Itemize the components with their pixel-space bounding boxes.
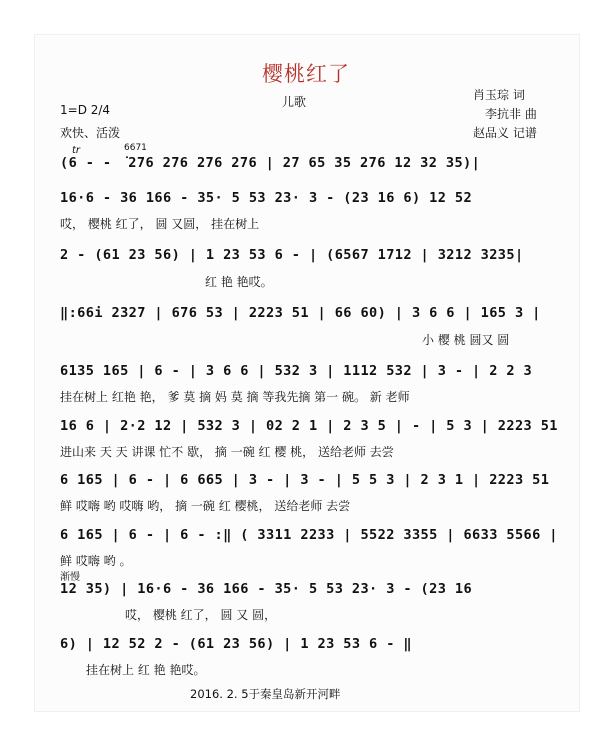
song-title: 樱桃红了 (262, 62, 350, 86)
lyric-line-2: 红 艳 艳哎。 (205, 275, 273, 289)
staff-line-10: 6) | 12 52 2 - (61 23 56) | 1 23 53 6 - ‖ (60, 636, 412, 652)
grace-notes: 6671 (124, 143, 147, 153)
staff-line-6: 16 6 | 2·2 12 | 532 3 | 02 2 1 | 2 3 5 | - | 5 3 | 2223 51 (60, 418, 558, 434)
lyric-line-9: 挂在树上 红 艳 艳哎。 (86, 663, 206, 677)
tempo-change-mark: 渐慢 (60, 572, 80, 583)
staff-line-4: ‖:66i 2327 | 676 53 | 2223 51 | 66 60) | 3 6 6 | 165 3 | (60, 305, 541, 321)
tempo-marking: 欢快、活泼 (60, 126, 121, 140)
staff-line-8: 6 165 | 6 - | 6 - :‖ ( 3311 2233 | 5522 3355 | 6633 5566 | (60, 527, 558, 543)
trill-mark: tr (72, 145, 81, 156)
staff-line-7: 6 165 | 6 - | 6 665 | 3 - | 3 - | 5 5 3 | 2 3 1 | 2223 51 (60, 472, 550, 488)
key-signature: 1=D 2/4 (60, 103, 111, 117)
lyricist-credit: 肖玉琮 词 (473, 88, 525, 102)
lyric-line-8: 哎， 樱桃 红了， 圆 又 圆， (125, 608, 277, 622)
lyric-line-7: 鲜 哎嗨 哟 。 (60, 554, 132, 568)
staff-line-2: 16·6 - 36 166 - 35· 5 53 23· 3 - (23 16 6) 12 52 (60, 190, 473, 206)
staff-line-5: 6135 165 | 6 - | 3 6 6 | 532 3 | 1112 532 | 3 - | 2 2 3 (60, 363, 533, 379)
lyric-line-6: 鲜 哎嗨 哟 哎嗨 哟， 摘 一碗 红 樱桃， 送给老师 去尝 (60, 499, 351, 513)
staff-line-9: 12 35) | 16·6 - 36 166 - 35· 5 53 23· 3 - (23 16 (60, 581, 473, 597)
date-footer: 2016. 2. 5于秦皇岛新开河畔 (190, 687, 341, 701)
genre-label: 儿歌 (282, 95, 307, 109)
lyric-line-1: 哎， 樱桃 红了， 圆 又圆， 挂在树上 (60, 217, 260, 231)
lyric-line-4: 挂在树上 红艳 艳， 爹 莫 摘 妈 莫 摘 等我先摘 第一 碗。 新 老师 (60, 390, 410, 404)
staff-line-3: 2 - (61 23 56) | 1 23 53 6 - | (6567 1712 | 3212 3235| (60, 247, 524, 263)
lyric-line-5: 进山来 天 天 讲课 忙不 歇， 摘 一碗 红 樱 桃， 送给老师 去尝 (60, 445, 394, 459)
staff-line-1: (6 - - ͘276 276 276 276 | 27 65 35 276 12 32 35)| (60, 155, 481, 171)
composer-credit: 李抗非 曲 (485, 107, 537, 121)
lyric-line-3: 小 樱 桃 圆又 圆 (422, 333, 510, 347)
arranger-credit: 赵品义 记谱 (473, 126, 537, 140)
